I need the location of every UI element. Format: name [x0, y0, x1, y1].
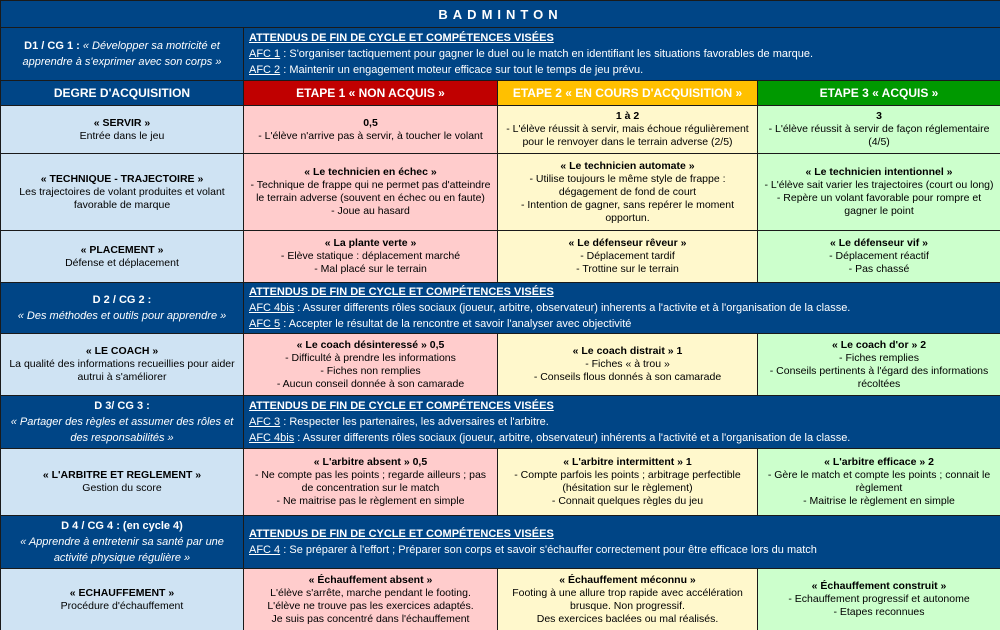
afc-code: AFC 4: [249, 544, 281, 556]
criterion-row: [1, 154, 1000, 231]
afc-code: AFC 3: [249, 416, 281, 428]
afc-heading: ATTENDUS DE FIN DE CYCLE ET COMPÉTENCES VISÉES: [249, 286, 554, 298]
criterion-cell: [1, 449, 244, 516]
afc-code: AFC 4bis: [249, 302, 295, 314]
stage-header-row: [1, 81, 1000, 106]
etape1-cell: « La plante verte » - Elève statique : déplacement marché - Mal placé sur le terrain: [244, 231, 498, 283]
header-etape3: ETAPE 3 « ACQUIS »: [758, 81, 1000, 106]
afc-heading: ATTENDUS DE FIN DE CYCLE ET COMPÉTENCES VISÉES: [249, 400, 554, 412]
etape1-cell: « Le coach désinteressé » 0,5 - Difficulté à prendre les informations - Fiches non remplies - Aucun conseil donnée à son camarade: [244, 334, 498, 396]
domain-code: D 4 / CG 4 : (en cycle 4): [61, 520, 183, 532]
criterion-title: « PLACEMENT »: [80, 243, 164, 256]
etape2-cell: « Le coach distrait » 1 - Fiches « à trou » - Conseils flous donnés à son camarade: [498, 334, 758, 396]
afc-heading: ATTENDUS DE FIN DE CYCLE ET COMPÉTENCES VISÉES: [249, 32, 554, 44]
criterion-cell: [1, 106, 244, 154]
etape3-cell: « Le coach d'or » 2 - Fiches remplies - Conseils pertinents à l'égard des informations récoltées: [758, 334, 1000, 396]
page-title: BADMINTON: [1, 1, 1000, 28]
domain-row-d4: [1, 516, 1000, 569]
etape2-cell: « L'arbitre intermittent » 1 - Compte parfois les points ; arbitrage perfectible (hésitation sur le règlement) - Connait quelques règles du jeu: [498, 449, 758, 516]
domain-code: D1 / CG 1 :: [24, 40, 80, 52]
afc-line: AFC 3 : Respecter les partenaires, les adversaires et l'arbitre.: [249, 416, 549, 428]
afc-cell-d1: [244, 28, 1000, 81]
etape3-cell: 3 - L'élève réussit à servir de façon réglementaire (4/5): [758, 106, 1000, 154]
domain-code: D 2 / CG 2 :: [92, 294, 152, 306]
etape2-cell: 1 à 2 - L'élève réussit à servir, mais échoue régulièrement pour le renvoyer dans le terrain adverse (2/5): [498, 106, 758, 154]
domain-row-d3: [1, 396, 1000, 449]
afc-line: AFC 4 : Se préparer à l'effort ; Préparer son corps et savoir s'échauffer correctement pour être efficace lors du match: [249, 544, 817, 556]
domain-text: « Développer sa motricité et apprendre à s'exprimer avec son corps »: [22, 40, 222, 68]
afc-line: AFC 4bis : Assurer differents rôles sociaux (joueur, arbitre, observateur) inhérents a l'activité et a l'organisation de la classe.: [249, 432, 851, 444]
criterion-title: « L'ARBITRE ET REGLEMENT »: [42, 469, 202, 481]
afc-line: AFC 4bis : Assurer differents rôles sociaux (joueur, arbitre, observateur) inherents a l'activite et à l'organisation de la classe.: [249, 302, 851, 314]
criterion-cell: [1, 231, 244, 283]
etape3-cell: « Le technicien intentionnel » - L'élève sait varier les trajectoires (court ou long) - Repère un volant favorable pour rompre et gagner le point: [758, 154, 1000, 231]
criterion-row: [1, 334, 1000, 396]
criterion-desc: Défense et déplacement: [65, 256, 179, 269]
domain-text: « Des méthodes et outils pour apprendre »: [17, 310, 227, 322]
criterion-row: [1, 106, 1000, 154]
afc-cell-d3: [244, 396, 1000, 449]
etape1-cell: « Échauffement absent » L'élève s'arrête, marche pendant le footing. L'élève ne trouve pas les exercices adaptés. Je suis pas concentré dans l'échauffement: [244, 569, 498, 630]
criterion-cell: [1, 334, 244, 396]
afc-line: AFC 1 : S'organiser tactiquement pour gagner le duel ou le match en identifiant les situations favorables de marque.: [249, 48, 814, 60]
domain-code: D 3/ CG 3 :: [94, 400, 150, 412]
afc-code: AFC 5: [249, 318, 281, 330]
criterion-desc: Entrée dans le jeu: [79, 129, 165, 142]
criterion-row: [1, 569, 1000, 630]
afc-code: AFC 2: [249, 64, 281, 76]
domain-cell-d2: [1, 283, 244, 334]
domain-cell-d3: [1, 396, 244, 449]
criterion-title: « ECHAUFFEMENT »: [69, 586, 175, 599]
afc-cell-d2: [244, 283, 1000, 334]
header-etape1: ETAPE 1 « NON ACQUIS »: [244, 81, 498, 106]
criterion-title: « LE COACH »: [85, 345, 159, 357]
header-degree: DEGRE D'ACQUISITION: [1, 81, 244, 106]
criterion-desc: Les trajectoires de volant produites et volant favorable de marque: [19, 185, 225, 211]
etape1-cell: « Le technicien en échec » - Technique de frappe qui ne permet pas d'atteindre le terrain adverse (souvent en échec ou en faute) - Joue au hasard: [244, 154, 498, 231]
domain-text: « Partager des règles et assumer des rôles et des responsabilités »: [10, 416, 234, 444]
criterion-desc: La qualité des informations recueillies pour aider autrui à s'améliorer: [9, 358, 235, 383]
criterion-title: « SERVIR »: [93, 116, 151, 129]
criterion-row: [1, 231, 1000, 283]
etape3-cell: « Le défenseur vif » - Déplacement réactif - Pas chassé: [758, 231, 1000, 283]
etape1-cell: 0,5 - L'élève n'arrive pas à servir, à toucher le volant: [244, 106, 498, 154]
afc-line: AFC 5 : Accepter le résultat de la rencontre et savoir l'analyser avec objectivité: [249, 318, 632, 330]
afc-code: AFC 1: [249, 48, 281, 60]
afc-cell-d4: [244, 516, 1000, 569]
domain-text: « Apprendre à entretenir sa santé par une activité physique régulière »: [20, 536, 224, 564]
etape2-cell: « Le technicien automate » - Utilise toujours le même style de frappe : dégagement de fond de court - Intention de gagner, sans repérer le moment opportun.: [498, 154, 758, 231]
etape2-cell: « Le défenseur rêveur » - Déplacement tardif - Trottine sur le terrain: [498, 231, 758, 283]
header-etape2: ETAPE 2 « EN COURS D'ACQUISITION »: [498, 81, 758, 106]
domain-cell-d4: [1, 516, 244, 569]
criterion-row: [1, 449, 1000, 516]
etape3-cell: « L'arbitre efficace » 2 - Gère le match et compte les points ; connait le règlement - Maitrise le règlement en simple: [758, 449, 1000, 516]
domain-row-d2: [1, 283, 1000, 334]
criterion-desc: Procédure d'échauffement: [60, 599, 184, 612]
criterion-title: « TECHNIQUE - TRAJECTOIRE »: [40, 172, 204, 185]
afc-code: AFC 4bis: [249, 432, 295, 444]
afc-line: AFC 2 : Maintenir un engagement moteur efficace sur tout le temps de jeu prévu.: [249, 64, 644, 76]
criterion-cell: [1, 569, 244, 630]
criterion-cell: [1, 154, 244, 231]
etape3-cell: « Échauffement construit » - Echauffement progressif et autonome - Etapes reconnues: [758, 569, 1000, 630]
domain-cell-d1: [1, 28, 244, 81]
criterion-desc: Gestion du score: [82, 482, 162, 494]
domain-row-d1: [1, 28, 1000, 81]
afc-heading: ATTENDUS DE FIN DE CYCLE ET COMPÉTENCES VISÉES: [249, 528, 554, 540]
etape2-cell: « Échauffement méconnu » Footing à une allure trop rapide avec accélération brusque. Non progressif. Des exercices baclées ou mal réalisés.: [498, 569, 758, 630]
etape1-cell: « L'arbitre absent » 0,5 - Ne compte pas les points ; regarde ailleurs ; pas de concentration sur le match - Ne maitrise pas le règlement en simple: [244, 449, 498, 516]
